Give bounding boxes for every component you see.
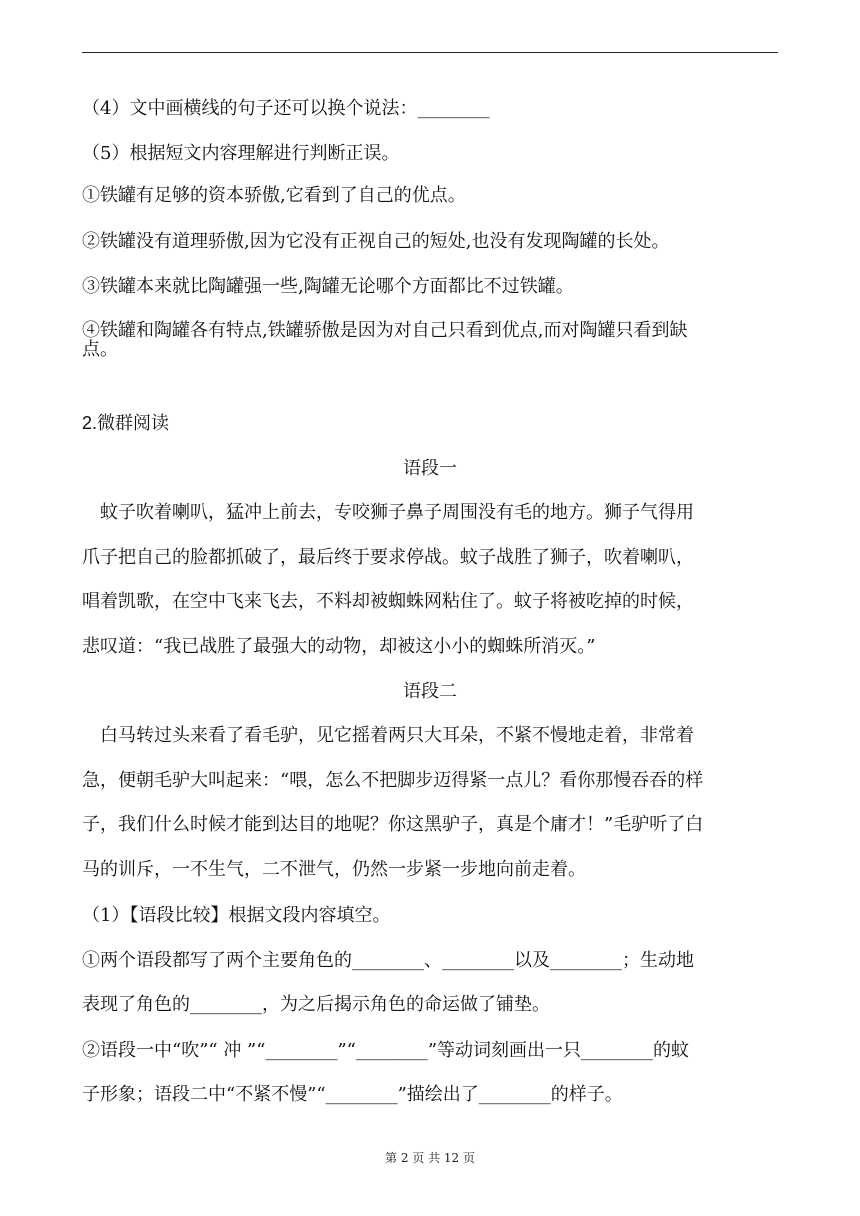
passage-2-line-2: 急，便朝毛驴大叫起来：“喂，怎么不把脚步迈得紧一点儿？看你那慢吞吞的样 xyxy=(82,770,704,791)
question-4: （4）文中画横线的句子还可以换个说法：________ xyxy=(82,98,490,119)
judgement-4: ④铁罐和陶罐各有特点,铁罐骄傲是因为对自己只看到优点,而对陶罐只看到缺 xyxy=(82,320,688,341)
question-1-prompt: （1）【语段比较】根据文段内容填空。 xyxy=(82,905,391,926)
fill-in-2-line-2: 子形象；语段二中“不紧不慢”“________”描绘出了________的样子。 xyxy=(82,1084,623,1105)
judgement-2: ②铁罐没有道理骄傲,因为它没有正视自己的短处,也没有发现陶罐的长处。 xyxy=(82,231,670,252)
fill-in-2-line-1: ②语段一中“吹”“ 冲 ”“________”“________”等动词刻画出一只________的蚊 xyxy=(82,1040,690,1061)
passage-1-line-3: 唱着凯歌，在空中飞来飞去，不料却被蜘蛛网粘住了。蚊子将被吃掉的时候， xyxy=(82,591,694,612)
judgement-4-continued: 点。 xyxy=(82,339,118,360)
passage-2-line-4: 马的训斥，一不生气，二不泄气，仍然一步紧一步地向前走着。 xyxy=(82,859,586,880)
section-heading: 2.微群阅读 xyxy=(82,413,170,433)
judgement-1: ①铁罐有足够的资本骄傲,它看到了自己的优点。 xyxy=(82,185,466,206)
page-footer: 第 2 页 共 12 页 xyxy=(385,1151,475,1165)
passage-1-title: 语段一 xyxy=(403,458,457,479)
fill-in-1-line-2: 表现了角色的________，为之后揭示角色的命运做了铺垫。 xyxy=(82,994,550,1015)
passage-1-line-1: 蚊子吹着喇叭，猛冲上前去，专咬狮子鼻子周围没有毛的地方。狮子气得用 xyxy=(100,502,694,523)
question-5: （5）根据短文内容理解进行判断正误。 xyxy=(82,143,400,164)
judgement-3: ③铁罐本来就比陶罐强一些,陶罐无论哪个方面都比不过铁罐。 xyxy=(82,276,574,297)
passage-2-line-1: 白马转过头来看了看毛驴，见它摇着两只大耳朵，不紧不慢地走着，非常着 xyxy=(100,725,694,746)
passage-2-line-3: 子，我们什么时候才能到达目的地呢？你这黑驴子，真是个庸才！”毛驴听了白 xyxy=(82,814,704,835)
passage-1-line-2: 爪子把自己的脸都抓破了，最后终于要求停战。蚊子战胜了狮子，吹着喇叭， xyxy=(82,547,694,568)
passage-2-title: 语段二 xyxy=(403,681,457,702)
header-rule xyxy=(82,52,778,53)
fill-in-1-line-1: ①两个语段都写了两个主要角色的________、________以及________；生动地 xyxy=(82,950,694,971)
passage-1-line-4: 悲叹道：“我已战胜了最强大的动物，却被这小小的蜘蛛所消灭。” xyxy=(82,636,596,657)
